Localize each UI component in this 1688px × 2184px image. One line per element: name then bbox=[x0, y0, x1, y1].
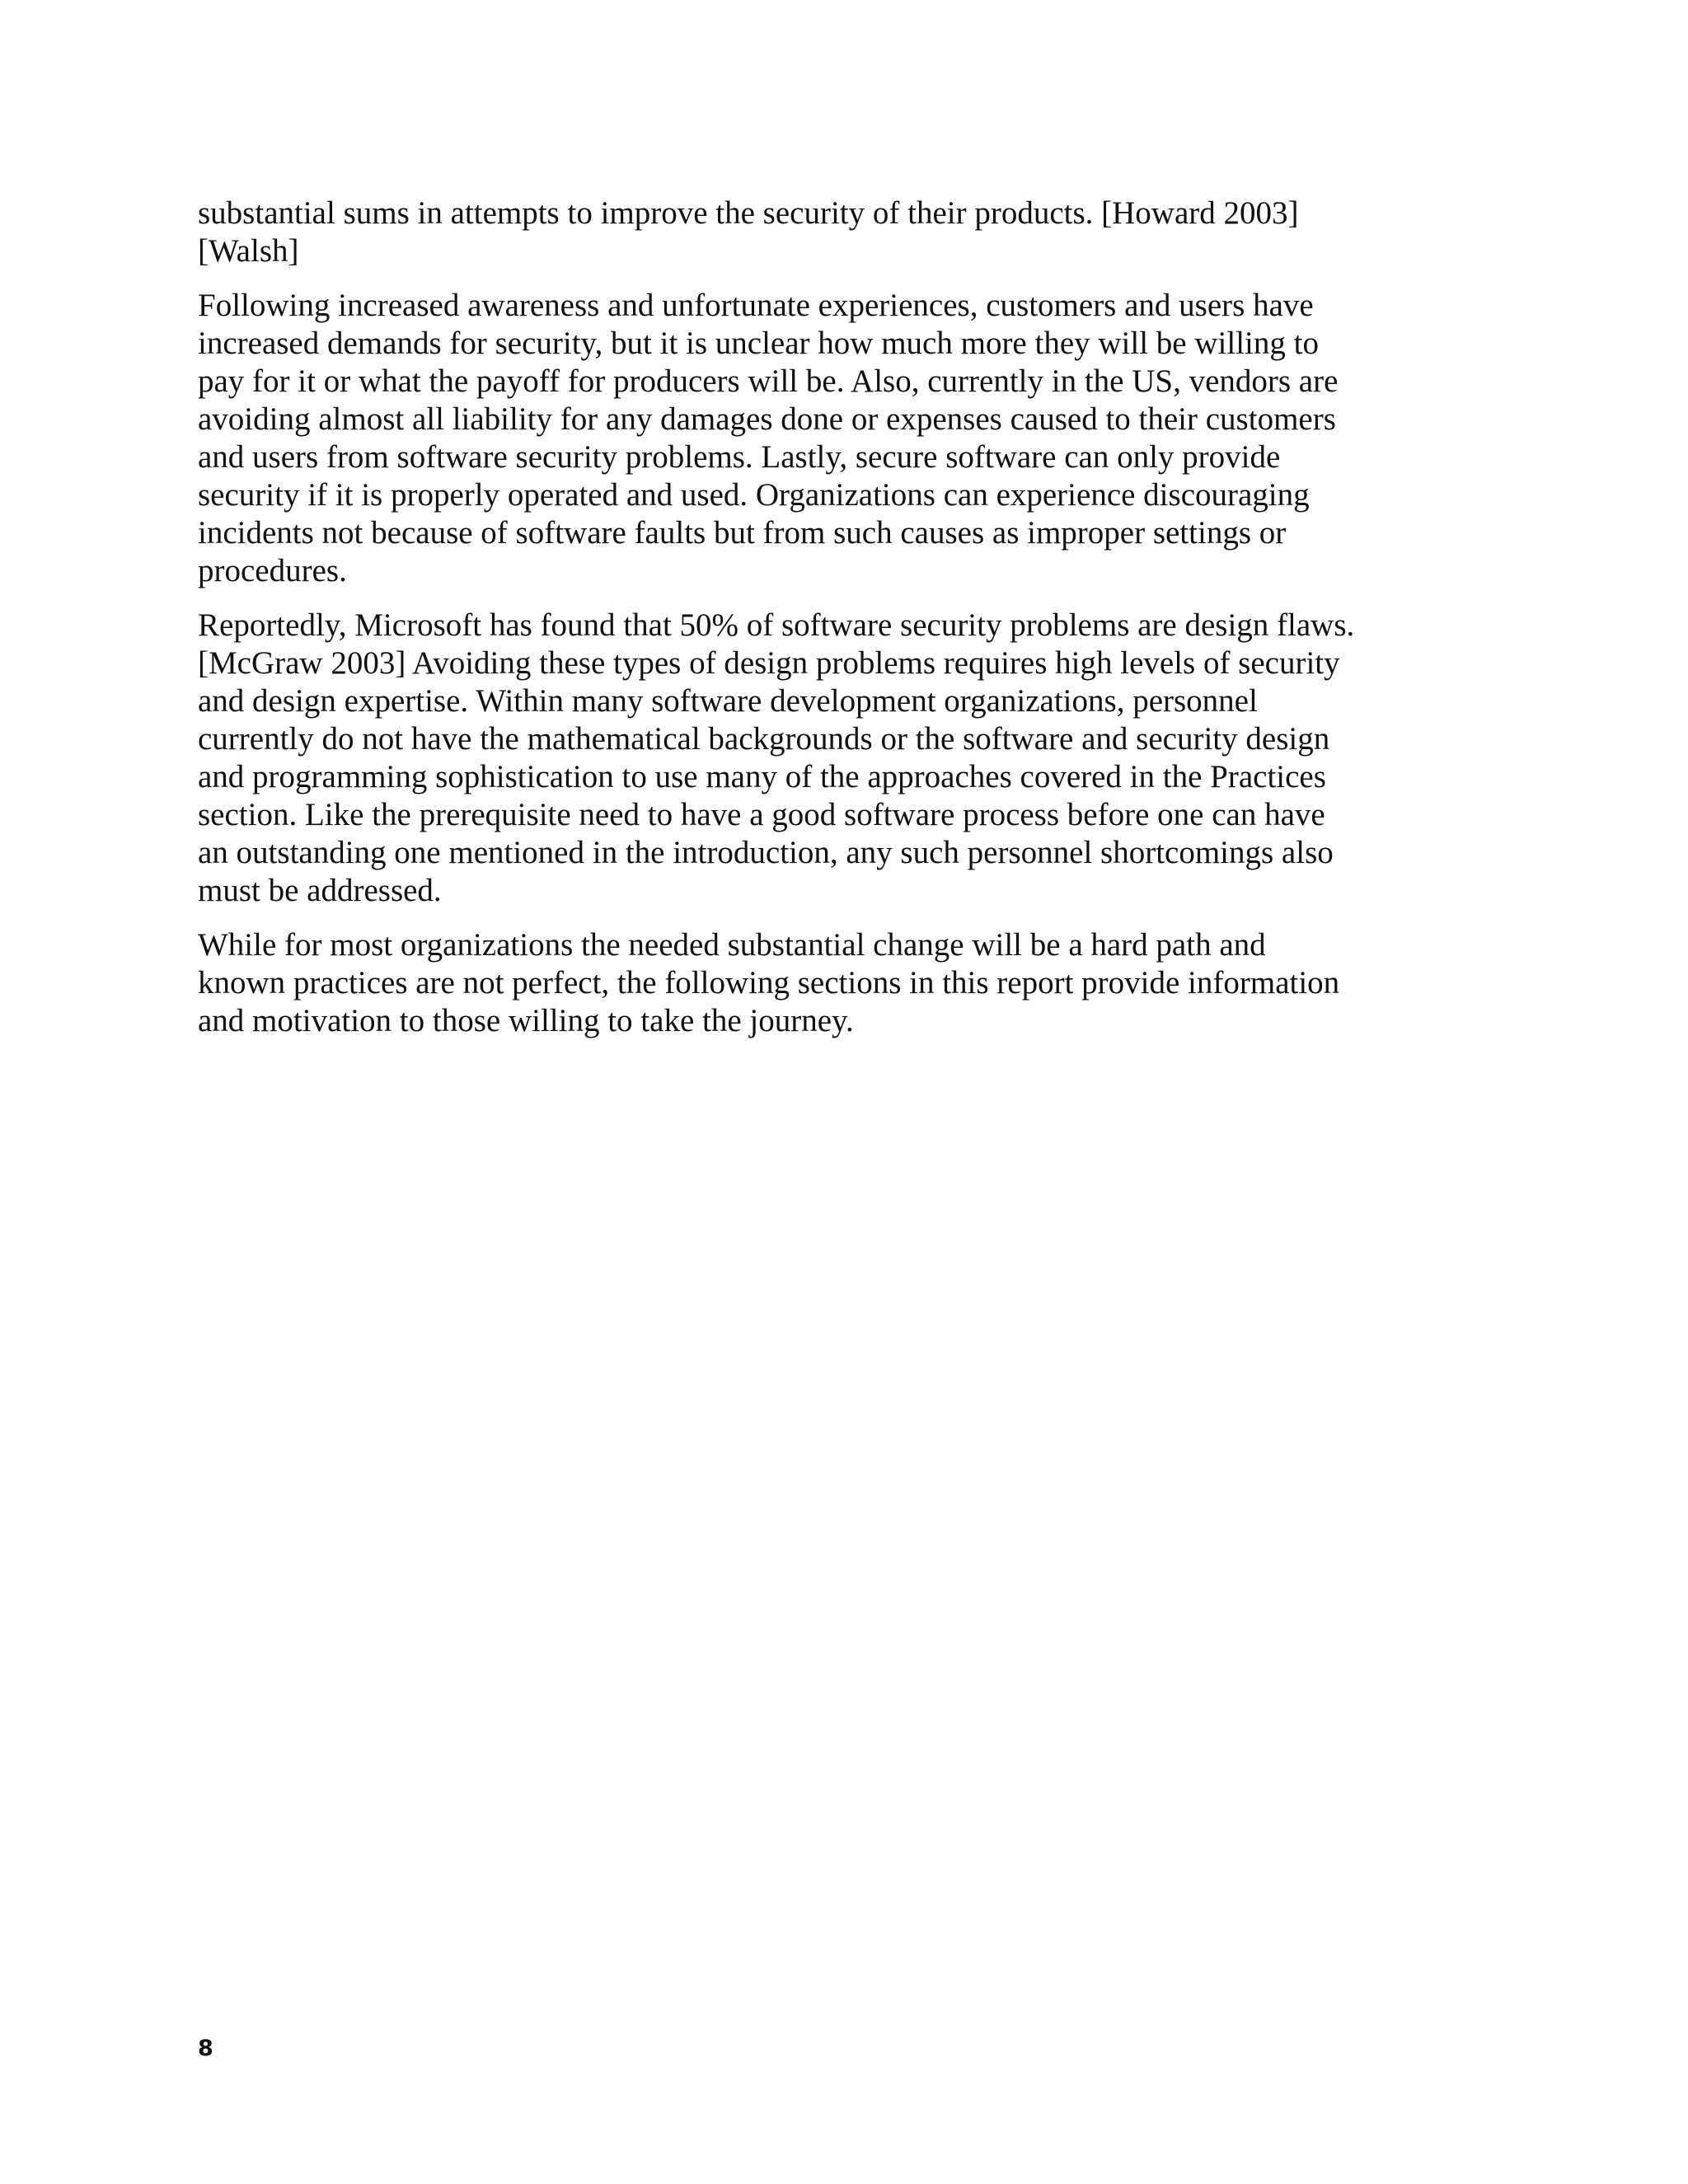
text-line: an outstanding one mentioned in the introduction, any such personnel shortcomings also bbox=[198, 835, 1334, 870]
paragraph-1 bbox=[198, 194, 1385, 270]
text-line: [Walsh] bbox=[198, 233, 299, 269]
text-line: and programming sophistication to use many of the approaches covered in the Practices bbox=[198, 759, 1326, 794]
text-line: security if it is properly operated and used. Organizations can experience discouraging bbox=[198, 477, 1310, 513]
text-line: substantial sums in attempts to improve the security of their products. [Howard 2003] bbox=[198, 195, 1299, 231]
text-line: [McGraw 2003] Avoiding these types of design problems requires high levels of security bbox=[198, 645, 1340, 681]
text-line: Following increased awareness and unfortunate experiences, customers and users have bbox=[198, 288, 1314, 323]
text-line: incidents not because of software faults but from such causes as improper settings or bbox=[198, 515, 1287, 551]
text-line: section. Like the prerequisite need to have a good software process before one can have bbox=[198, 797, 1325, 832]
text-line: procedures. bbox=[198, 553, 347, 588]
paragraph-3 bbox=[198, 607, 1385, 910]
text-line: and motivation to those willing to take the journey. bbox=[198, 1003, 854, 1038]
text-line: must be addressed. bbox=[198, 873, 442, 908]
text-line: pay for it or what the payoff for producers will be. Also, currently in the US, vendors are bbox=[198, 363, 1339, 399]
text-line: avoiding almost all liability for any damages done or expenses caused to their customers bbox=[198, 401, 1336, 437]
text-line: known practices are not perfect, the following sections in this report provide information bbox=[198, 965, 1340, 1001]
text-line: and design expertise. Within many software development organizations, personnel bbox=[198, 683, 1258, 719]
paragraph-4 bbox=[198, 926, 1385, 1040]
text-line: While for most organizations the needed substantial change will be a hard path and bbox=[198, 927, 1266, 963]
text-line: increased demands for security, but it is unclear how much more they will be willing to bbox=[198, 326, 1319, 361]
page-number: 8 bbox=[198, 2036, 213, 2061]
body-text bbox=[198, 194, 1385, 1057]
paragraph-2 bbox=[198, 287, 1385, 590]
text-line: and users from software security problems. Lastly, secure software can only provide bbox=[198, 439, 1281, 475]
text-line: Reportedly, Microsoft has found that 50% of software security problems are design flaws. bbox=[198, 607, 1355, 643]
text-line: currently do not have the mathematical backgrounds or the software and security design bbox=[198, 721, 1330, 757]
